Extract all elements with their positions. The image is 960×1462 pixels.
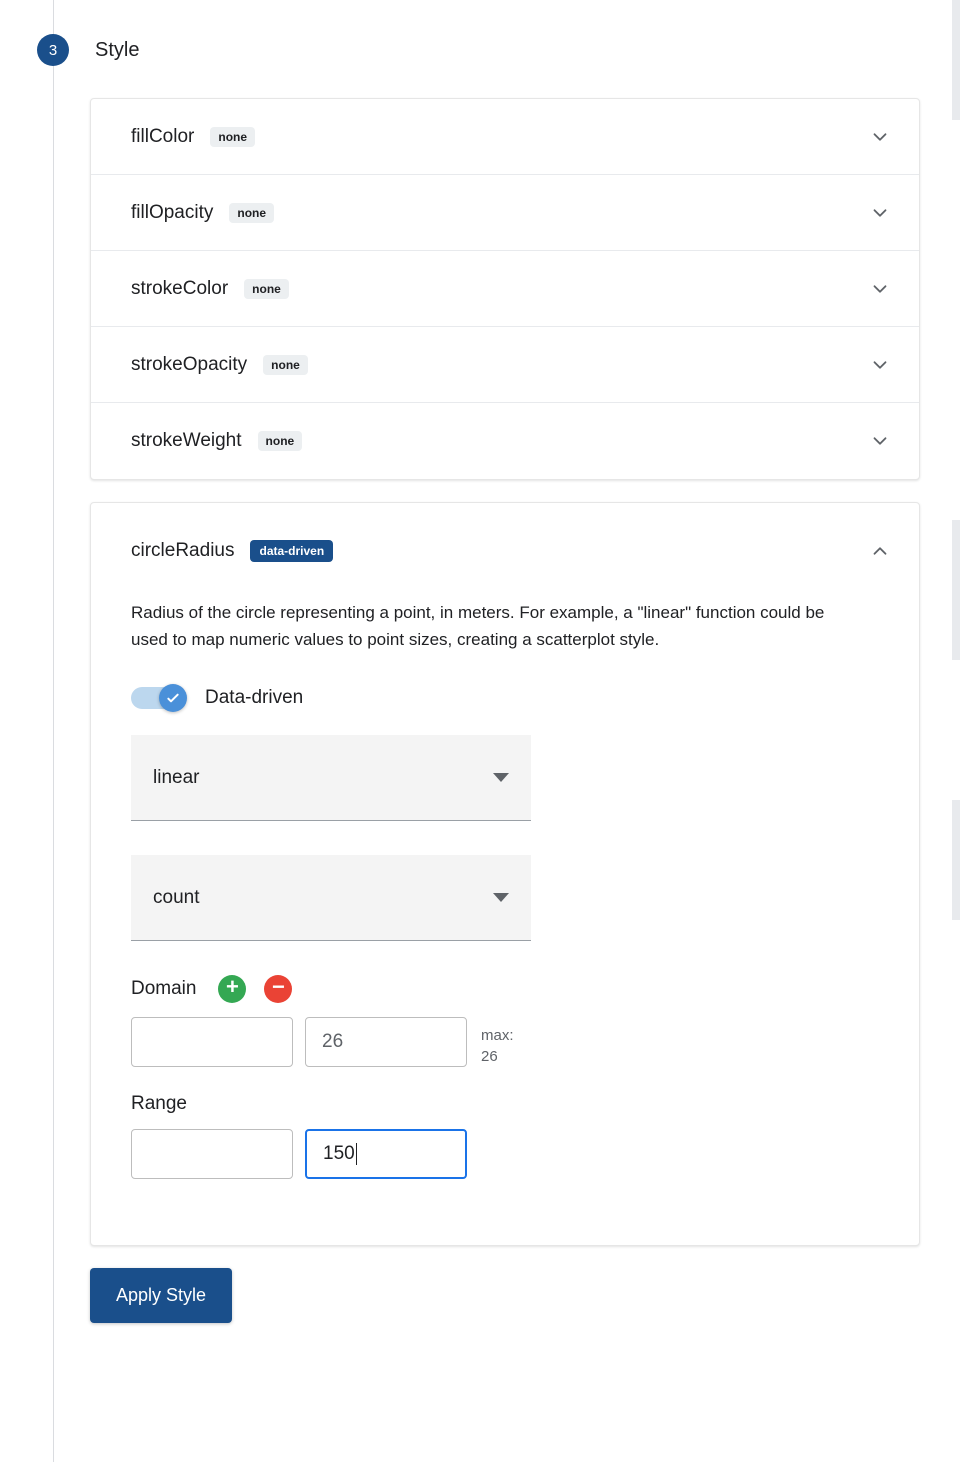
chevron-down-icon[interactable] [869,202,891,224]
chevron-down-icon[interactable] [869,430,891,452]
style-row-fillopacity[interactable] [91,175,919,251]
domain-label: Domain [131,978,197,999]
chevron-down-icon [493,773,509,782]
right-edge-strip-top [952,0,960,120]
style-row-label: strokeWeight [131,430,242,451]
circleradius-header[interactable] [91,503,919,599]
field-select[interactable] [131,855,531,941]
style-row-label: strokeColor [131,277,229,299]
status-badge: none [244,279,289,299]
plus-icon: + [226,974,239,999]
chevron-down-icon [493,893,509,902]
status-badge: none [258,431,303,451]
apply-style-button[interactable]: Apply Style [90,1268,232,1323]
range-max-input[interactable] [305,1129,467,1179]
domain-max-note [481,1017,514,1067]
chevron-up-icon[interactable] [869,540,891,562]
style-row-fillcolor[interactable] [91,99,919,175]
domain-max-note-value: 26 [481,1048,498,1065]
circleradius-description: Radius of the circle representing a point, in meters. For example, a "linear" function could be used to map numeric values to point sizes, creating a scatterplot style. [131,603,825,649]
domain-inputs [131,1017,879,1067]
style-panel [90,98,920,1323]
data-driven-toggle-row[interactable] [131,687,879,709]
domain-min-input[interactable] [131,1017,293,1067]
circleradius-label: circleRadius [131,540,235,561]
chevron-down-icon[interactable] [869,126,891,148]
range-max-input-value: 150 [323,1143,355,1164]
style-row-strokeweight[interactable] [91,403,919,479]
step-rail [53,0,54,1462]
function-select[interactable] [131,735,531,821]
domain-max-note-label: max: [481,1027,514,1044]
domain-max-input[interactable]: 26 [305,1017,467,1067]
circleradius-body [91,599,919,1179]
step-number-badge: 3 [37,34,69,66]
right-edge-strip-bottom [952,800,960,920]
check-icon [159,684,187,712]
data-driven-badge: data-driven [250,540,333,562]
data-driven-toggle[interactable] [131,687,185,709]
status-badge: none [210,127,255,147]
style-row-label: strokeOpacity [131,353,248,375]
status-badge: none [263,355,308,375]
step-header [0,30,139,70]
field-select-value: count [153,886,200,908]
chevron-down-icon[interactable] [869,278,891,300]
apply-style-wrap [90,1268,920,1323]
range-min-input[interactable] [131,1129,293,1179]
style-row-strokecolor[interactable] [91,251,919,327]
style-row-label: fillOpacity [131,201,214,223]
text-caret [356,1143,357,1165]
style-row-label: fillColor [131,125,195,147]
status-badge: none [229,203,274,223]
range-label: Range [131,1093,187,1114]
domain-section-header [131,975,879,1003]
style-row-strokeopacity[interactable] [91,327,919,403]
range-section-header [131,1093,879,1115]
function-select-value: linear [153,766,200,788]
circleradius-panel [90,502,920,1246]
chevron-down-icon[interactable] [869,354,891,376]
style-properties-card [90,98,920,480]
data-driven-toggle-label: Data-driven [205,687,304,708]
right-edge-strip-middle [952,520,960,660]
minus-icon: − [272,974,285,999]
page-title: Style [95,38,140,61]
add-domain-button[interactable] [218,975,246,1003]
remove-domain-button[interactable] [264,975,292,1003]
range-inputs [131,1129,879,1179]
